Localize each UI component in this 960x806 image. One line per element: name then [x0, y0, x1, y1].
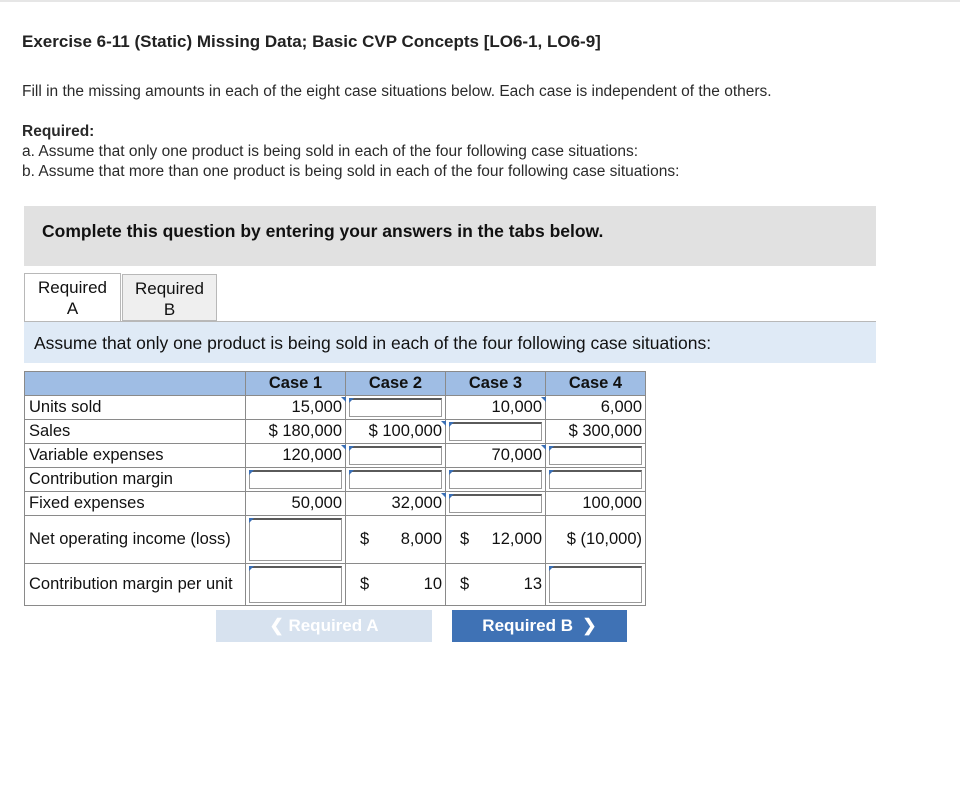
next-button-label: Required B: [482, 616, 573, 635]
cm-per-unit-case-1-input[interactable]: [246, 564, 346, 606]
row-label-cm-per-unit: Contribution margin per unit: [25, 564, 246, 606]
sales-case-4: $ 300,000: [546, 420, 646, 444]
contribution-margin-case-1-input[interactable]: [246, 468, 346, 492]
table-row: [25, 492, 646, 516]
page-title: Exercise 6-11 (Static) Missing Data; Basic CVP Concepts [LO6-1, LO6-9]: [22, 32, 601, 51]
row-label-net-operating-income: Net operating income (loss): [25, 516, 246, 564]
tab-instruction: Assume that only one product is being sold in each of the four following case situations:: [24, 322, 876, 363]
required-a-text: a. Assume that only one product is being sold in each of the four following case situations:: [22, 143, 639, 160]
cm-per-unit-case-4-input[interactable]: [546, 564, 646, 606]
row-label-variable-expenses: Variable expenses: [25, 444, 246, 468]
contribution-margin-case-3-input[interactable]: [446, 468, 546, 492]
units-sold-case-2-input[interactable]: [346, 396, 446, 420]
cvp-table: [24, 371, 646, 606]
cell-value: 10: [423, 575, 442, 593]
row-label-contribution-margin: Contribution margin: [25, 468, 246, 492]
sales-case-2: $ 100,000: [346, 420, 446, 444]
net-operating-income-case-3: [446, 516, 546, 564]
units-sold-case-1: 15,000: [246, 396, 346, 420]
table-header-row: [25, 372, 646, 396]
variable-expenses-case-4-input[interactable]: [546, 444, 646, 468]
cell-value: 13: [523, 575, 542, 593]
net-operating-income-case-4: $ (10,000): [546, 516, 646, 564]
chevron-right-icon: ❯: [572, 616, 597, 635]
required-heading: Required:: [22, 123, 95, 140]
row-label-sales: Sales: [25, 420, 246, 444]
cm-per-unit-case-2: [346, 564, 446, 606]
tab-required-a[interactable]: Required A: [24, 273, 121, 322]
table-row: [25, 396, 646, 420]
net-operating-income-case-1-input[interactable]: [246, 516, 346, 564]
table-row: [25, 516, 646, 564]
currency-symbol: $: [360, 530, 370, 548]
prev-button-label: Required A: [288, 616, 379, 635]
fixed-expenses-case-1: 50,000: [246, 492, 346, 516]
instruction-banner: Complete this question by entering your answers in the tabs below.: [24, 206, 876, 266]
currency-symbol: $: [460, 530, 470, 548]
sales-case-1: $ 180,000: [246, 420, 346, 444]
units-sold-case-4: 6,000: [546, 396, 646, 420]
chevron-left-icon: ❮: [269, 616, 289, 635]
variable-expenses-case-1: 120,000: [246, 444, 346, 468]
table-row: [25, 420, 646, 444]
required-b-text: b. Assume that more than one product is being sold in each of the four following case situations:: [22, 163, 680, 180]
variable-expenses-case-2-input[interactable]: [346, 444, 446, 468]
currency-symbol: $: [460, 575, 470, 593]
header-case-3: Case 3: [446, 372, 546, 396]
cell-value: 8,000: [400, 530, 442, 548]
units-sold-case-3: 10,000: [446, 396, 546, 420]
instructions-text: Fill in the missing amounts in each of the eight case situations below. Each case is independent of the others.: [22, 83, 772, 100]
header-case-4: Case 4: [546, 372, 646, 396]
fixed-expenses-case-3-input[interactable]: [446, 492, 546, 516]
contribution-margin-case-4-input[interactable]: [546, 468, 646, 492]
row-label-fixed-expenses: Fixed expenses: [25, 492, 246, 516]
table-row: [25, 564, 646, 606]
top-border: [0, 0, 960, 2]
cell-value: 12,000: [491, 530, 542, 548]
prev-required-a-button[interactable]: [216, 610, 432, 642]
header-case-2: Case 2: [346, 372, 446, 396]
header-case-1: Case 1: [246, 372, 346, 396]
next-required-b-button[interactable]: [452, 610, 627, 642]
net-operating-income-case-2: [346, 516, 446, 564]
contribution-margin-case-2-input[interactable]: [346, 468, 446, 492]
cm-per-unit-case-3: [446, 564, 546, 606]
table-row: [25, 468, 646, 492]
sales-case-3-input[interactable]: [446, 420, 546, 444]
header-blank: [25, 372, 246, 396]
fixed-expenses-case-4: 100,000: [546, 492, 646, 516]
fixed-expenses-case-2: 32,000: [346, 492, 446, 516]
tab-required-b[interactable]: Required B: [122, 274, 217, 321]
table-row: [25, 444, 646, 468]
currency-symbol: $: [360, 575, 370, 593]
variable-expenses-case-3: 70,000: [446, 444, 546, 468]
row-label-units-sold: Units sold: [25, 396, 246, 420]
